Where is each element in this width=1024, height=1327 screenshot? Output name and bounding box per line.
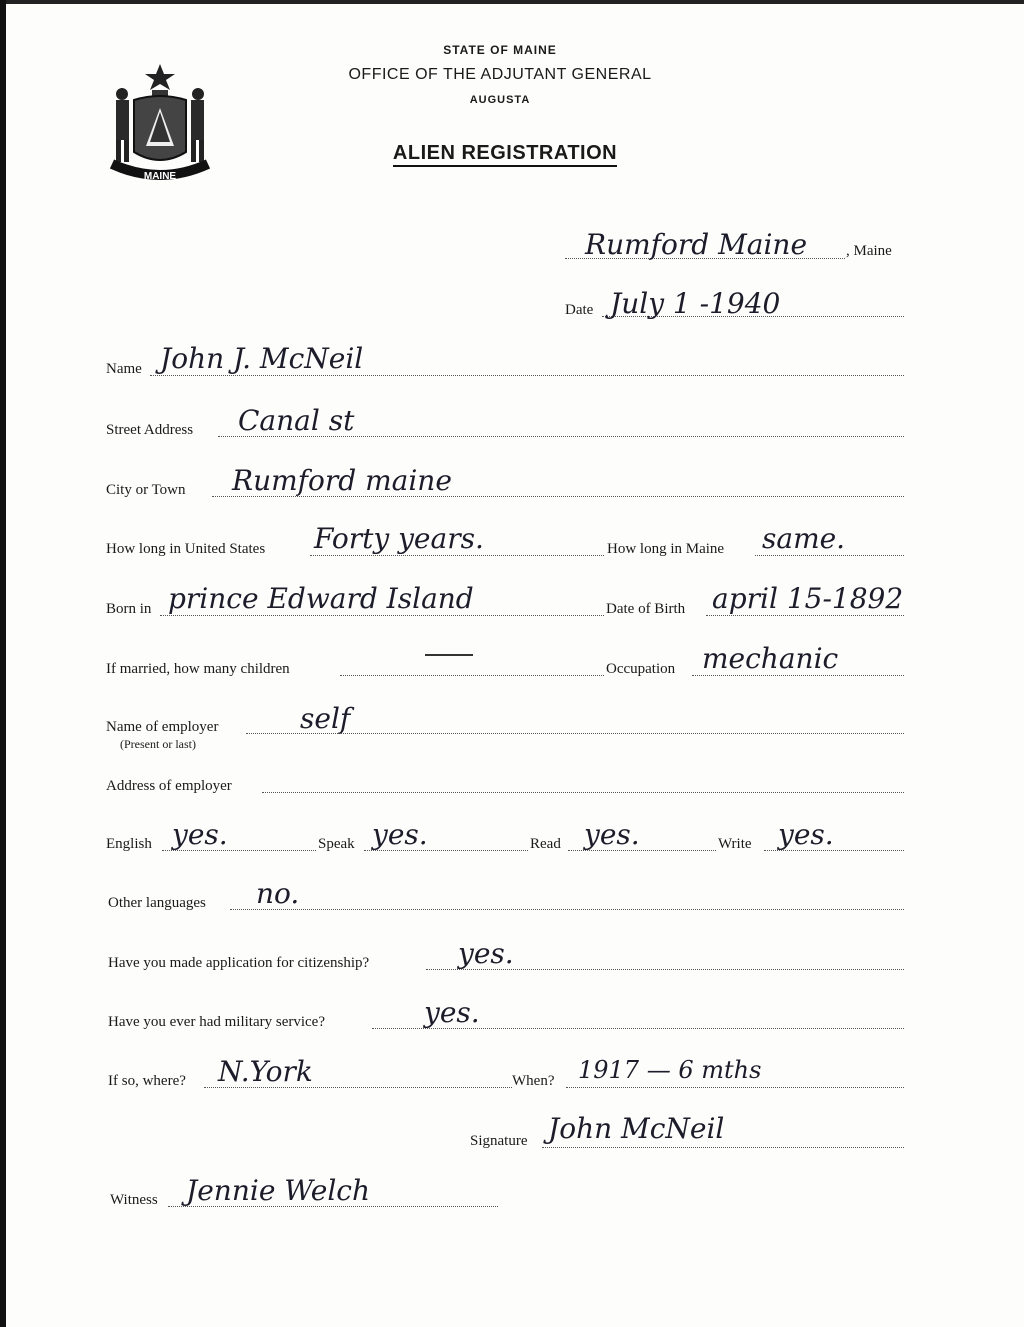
street-value: Canal st [238, 404, 355, 437]
speak-label: Speak [318, 836, 355, 852]
street-label: Street Address [106, 422, 194, 438]
when-value: 1917 — 6 mths [578, 1056, 762, 1084]
read-label: Read [530, 836, 561, 852]
state-seal-icon [104, 60, 216, 190]
born-in-label: Born in [106, 601, 152, 617]
name-label: Name [106, 361, 142, 377]
when-label: When? [512, 1073, 555, 1089]
other-languages-label: Other languages [108, 895, 206, 911]
where-label: If so, where? [108, 1073, 186, 1089]
read-value: yes. [584, 818, 640, 851]
employer-address-label: Address of employer [106, 778, 232, 794]
page-title: ALIEN REGISTRATION [340, 142, 670, 165]
english-label: English [106, 836, 152, 852]
scan-edge-left [0, 0, 6, 1327]
dob-value: april 15-1892 [712, 582, 904, 615]
signature-value: John McNeil [548, 1112, 725, 1145]
employer-label: Name of employer [106, 719, 219, 735]
employer-value: self [300, 702, 351, 735]
us-years-value: Forty years. [314, 522, 484, 555]
employer-sublabel: (Present or last) [120, 737, 196, 751]
write-value: yes. [778, 818, 834, 851]
citizenship-value: yes. [458, 937, 514, 970]
military-value: yes. [424, 996, 480, 1029]
witness-label: Witness [110, 1192, 158, 1208]
us-years-label: How long in United States [106, 541, 266, 557]
occupation-label: Occupation [606, 661, 676, 677]
header-state: STATE OF MAINE [443, 43, 557, 57]
where-value: N.York [218, 1055, 313, 1088]
born-in-value: prince Edward Island [168, 582, 474, 615]
date-value: July 1 -1940 [610, 287, 781, 320]
citizenship-label: Have you made application for citizenship? [108, 955, 370, 971]
svg-text:MAINE: MAINE [143, 171, 177, 182]
date-label: Date [565, 302, 594, 318]
occupation-value: mechanic [702, 642, 839, 675]
dob-label: Date of Birth [606, 601, 686, 617]
place-value: Rumford Maine [585, 228, 808, 261]
header-office: OFFICE OF THE ADJUTANT GENERAL [348, 66, 652, 83]
speak-value: yes. [372, 818, 428, 851]
children-label: If married, how many children [106, 661, 290, 677]
english-value: yes. [172, 818, 228, 851]
write-label: Write [718, 836, 752, 852]
witness-value: Jennie Welch [186, 1174, 371, 1207]
maine-years-label: How long in Maine [607, 541, 725, 557]
signature-label: Signature [470, 1133, 528, 1149]
other-languages-value: no. [256, 877, 300, 910]
place-suffix: , Maine [846, 243, 892, 259]
maine-years-value: same. [762, 522, 846, 555]
city-value: Rumford maine [232, 464, 452, 497]
header-city: AUGUSTA [469, 94, 531, 106]
children-value-dash [425, 654, 473, 656]
military-label: Have you ever had military service? [108, 1014, 325, 1030]
city-label: City or Town [106, 482, 186, 498]
scan-edge-top [0, 0, 1024, 4]
name-value: John J. McNeil [160, 342, 364, 375]
